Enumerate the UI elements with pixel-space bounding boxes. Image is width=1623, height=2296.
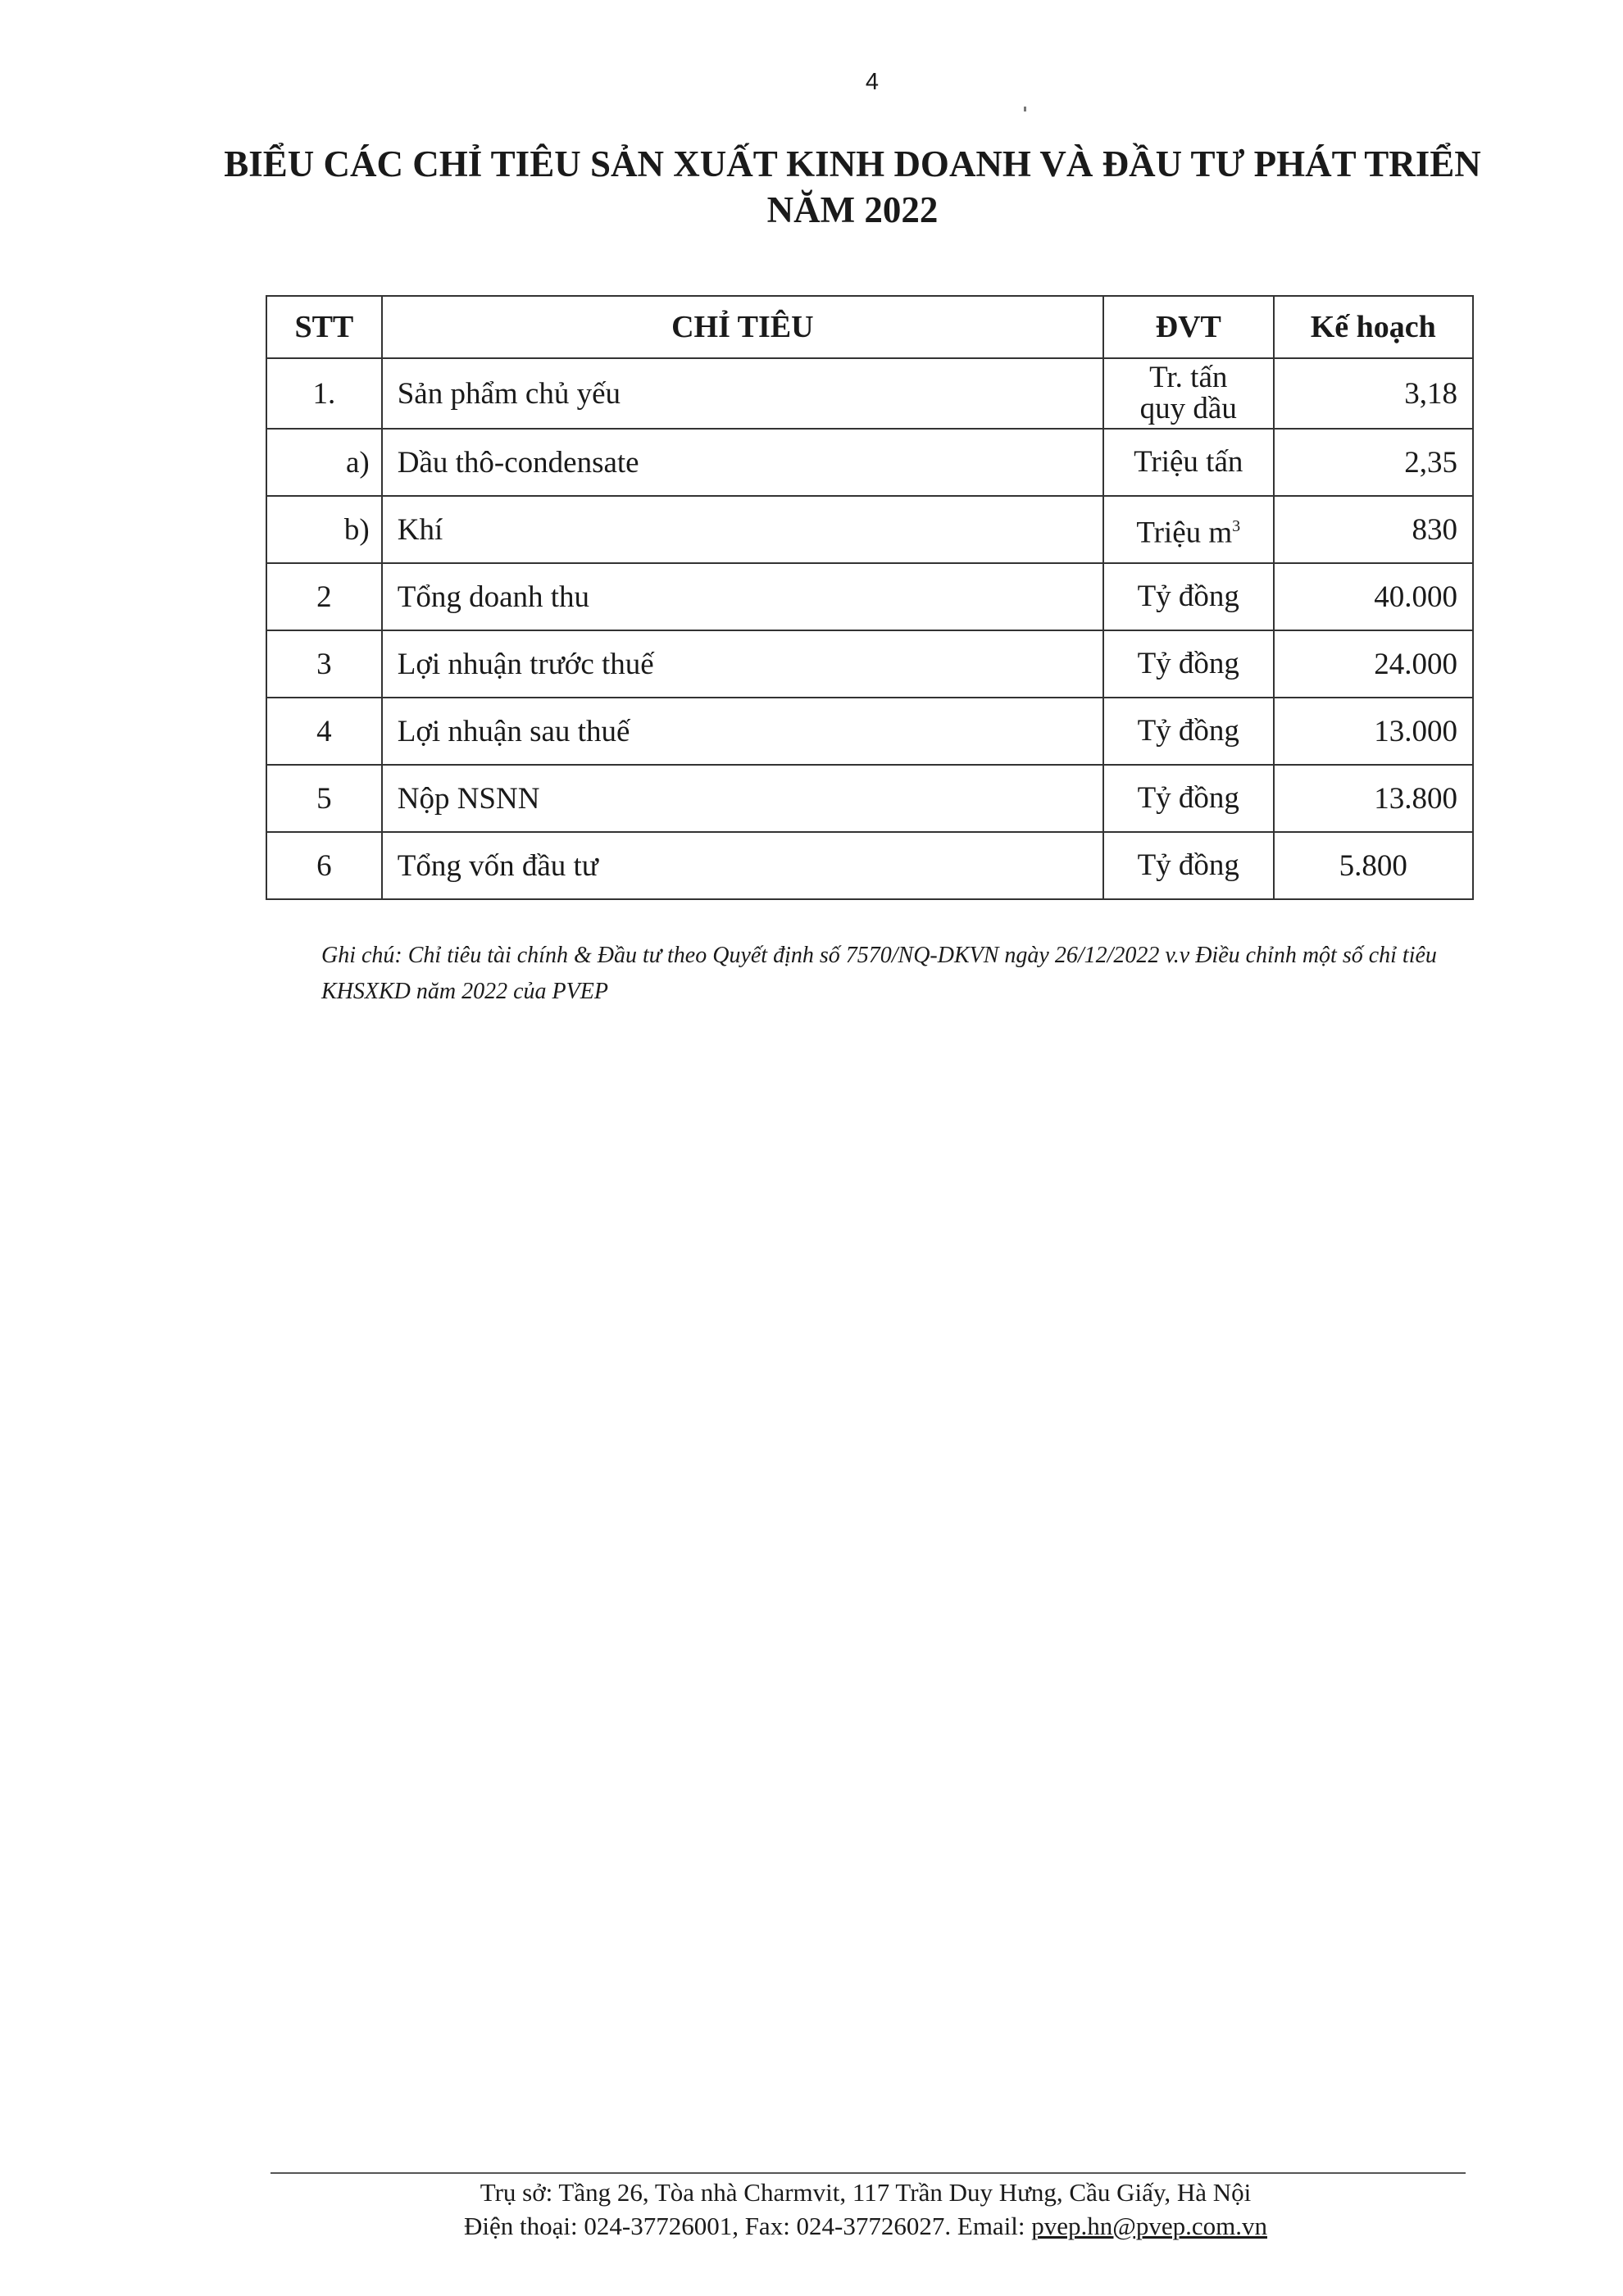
cell-indicator: Lợi nhuận sau thuế xyxy=(382,698,1103,765)
header-stt: STT xyxy=(266,296,382,358)
cell-indicator: Lợi nhuận trước thuế xyxy=(382,630,1103,698)
cell-stt: 2 xyxy=(266,563,382,630)
footer-email-link[interactable]: pvep.hn@pvep.com.vn xyxy=(1031,2212,1267,2240)
cell-plan: 40.000 xyxy=(1274,563,1473,630)
footer-contact xyxy=(266,2209,1466,2243)
table-row xyxy=(266,832,1473,899)
cell-plan: 5.800 xyxy=(1274,832,1473,899)
unit-superscript: 3 xyxy=(1232,516,1241,535)
table-row xyxy=(266,765,1473,832)
cell-unit: Tỷ đồng xyxy=(1103,630,1274,698)
cell-stt: 5 xyxy=(266,765,382,832)
cell-stt: 3 xyxy=(266,630,382,698)
table-row xyxy=(266,698,1473,765)
cell-indicator: Tổng vốn đầu tư xyxy=(382,832,1103,899)
table-row xyxy=(266,563,1473,630)
cell-plan: 2,35 xyxy=(1274,429,1473,496)
table-row xyxy=(266,429,1473,496)
cell-stt: 4 xyxy=(266,698,382,765)
page-number: 4 xyxy=(865,69,880,95)
cell-unit: Tỷ đồng xyxy=(1103,698,1274,765)
table-header-row xyxy=(266,296,1473,358)
title-line-2: NĂM 2022 xyxy=(766,189,939,230)
targets-table xyxy=(266,295,1474,900)
cell-unit: Tỷ đồng xyxy=(1103,832,1274,899)
cell-unit: Tỷ đồng xyxy=(1103,563,1274,630)
footer-address: Trụ sở: Tầng 26, Tòa nhà Charmvit, 117 Trần Duy Hưng, Cầu Giấy, Hà Nội xyxy=(480,2178,1252,2207)
footer-contact-text: Điện thoại: 024-37726001, Fax: 024-37726027. Email: xyxy=(464,2212,1032,2240)
header-indicator: CHỈ TIÊU xyxy=(382,296,1103,358)
cell-stt: 1. xyxy=(266,358,382,429)
cell-unit: Tỷ đồng xyxy=(1103,765,1274,832)
cell-unit xyxy=(1103,496,1274,563)
unit-line-1: Tr. tấn xyxy=(1149,361,1228,394)
cell-indicator: Sản phẩm chủ yếu xyxy=(382,358,1103,429)
cell-stt: a) xyxy=(266,429,382,496)
page-footer xyxy=(266,2176,1466,2243)
table-row xyxy=(266,358,1473,429)
cell-plan: 13.800 xyxy=(1274,765,1473,832)
cell-plan: 3,18 xyxy=(1274,358,1473,429)
header-plan: Kế hoạch xyxy=(1274,296,1473,358)
cell-plan: 830 xyxy=(1274,496,1473,563)
table-row xyxy=(266,496,1473,563)
footer-divider xyxy=(270,2172,1466,2174)
scan-speck xyxy=(1024,107,1026,111)
unit-text: Triệu m xyxy=(1136,516,1233,550)
header-unit: ĐVT xyxy=(1103,296,1274,358)
cell-indicator: Dầu thô-condensate xyxy=(382,429,1103,496)
page-title xyxy=(164,141,1541,233)
title-line-1: BIỂU CÁC CHỈ TIÊU SẢN XUẤT KINH DOANH VÀ ĐẦU TƯ PHÁT TRIỂN xyxy=(224,143,1481,184)
cell-stt: b) xyxy=(266,496,382,563)
cell-indicator: Khí xyxy=(382,496,1103,563)
cell-indicator: Nộp NSNN xyxy=(382,765,1103,832)
cell-unit xyxy=(1103,358,1274,429)
cell-plan: 24.000 xyxy=(1274,630,1473,698)
table-row xyxy=(266,630,1473,698)
cell-unit: Triệu tấn xyxy=(1103,429,1274,496)
unit-line-2: quy dầu xyxy=(1139,392,1237,425)
cell-indicator: Tổng doanh thu xyxy=(382,563,1103,630)
table-note: Ghi chú: Chỉ tiêu tài chính & Đầu tư theo Quyết định số 7570/NQ-DKVN ngày 26/12/2022 v.v Điều chỉnh một số chỉ tiêu KHSXKD năm 2022 của PVEP xyxy=(321,943,1437,1004)
cell-stt: 6 xyxy=(266,832,382,899)
cell-plan: 13.000 xyxy=(1274,698,1473,765)
